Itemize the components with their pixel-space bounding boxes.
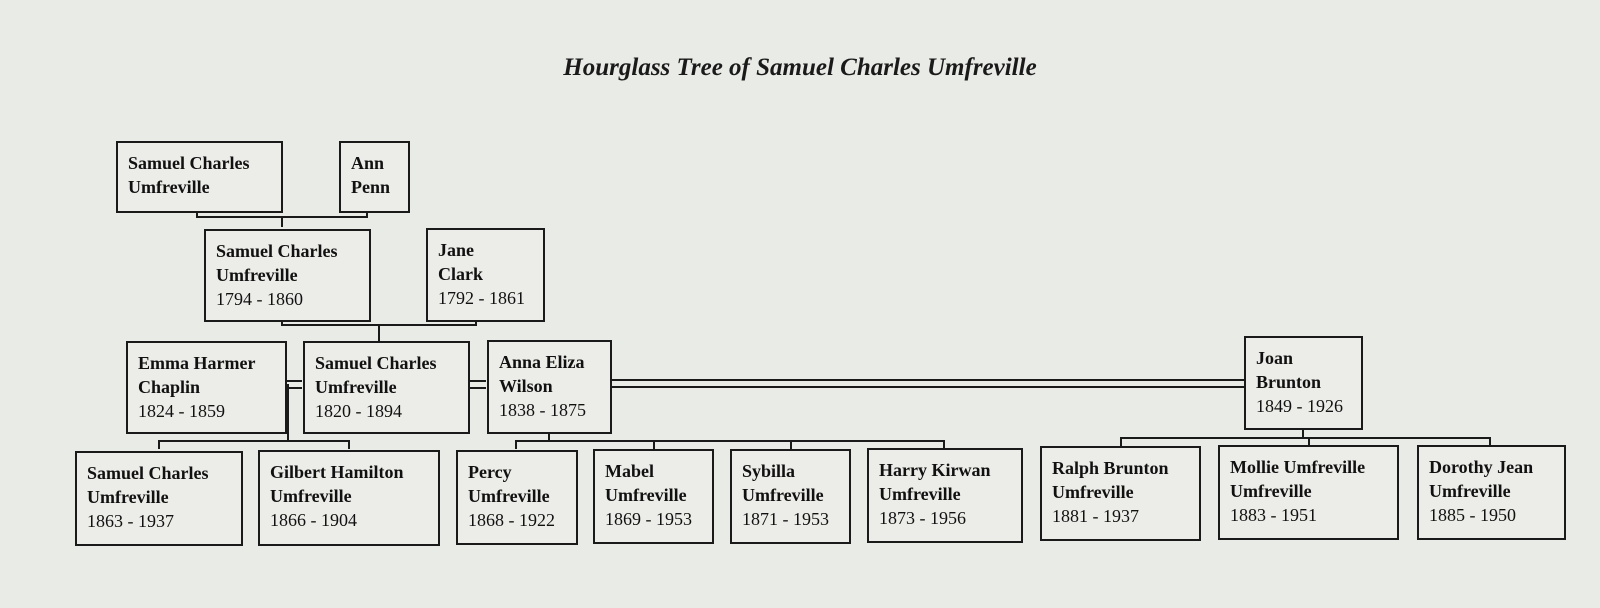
- person-box-child-6: [867, 448, 1023, 543]
- person-box-child-5: [730, 449, 851, 544]
- person-dates: 1881 - 1937: [1052, 506, 1139, 526]
- person-name: Mabel Umfreville: [605, 461, 687, 505]
- person-box-wife1: [126, 341, 287, 434]
- person-dates: 1824 - 1859: [138, 401, 225, 421]
- person-name: Percy Umfreville: [468, 462, 550, 506]
- person-dates: 1863 - 1937: [87, 511, 174, 531]
- diagram-title: Hourglass Tree of Samuel Charles Umfreville: [563, 54, 1037, 81]
- person-box-child-9: [1417, 445, 1566, 540]
- person-box-wife3: [1244, 336, 1363, 430]
- person-dates: 1869 - 1953: [605, 509, 692, 529]
- person-dates: 1885 - 1950: [1429, 505, 1516, 525]
- person-name: Sybilla Umfreville: [742, 461, 824, 505]
- person-dates: 1838 - 1875: [499, 400, 586, 420]
- person-dates: 1868 - 1922: [468, 510, 555, 530]
- person-name: Samuel Charles Umfreville: [87, 463, 209, 507]
- person-name: Dorothy Jean Umfreville: [1429, 457, 1534, 501]
- person-box-child-2: [258, 450, 440, 546]
- person-box-g-father: [204, 229, 371, 322]
- person-dates: 1849 - 1926: [1256, 396, 1343, 416]
- connector-wife1-children-bar: [159, 441, 349, 449]
- person-name: Samuel Charles Umfreville: [315, 353, 437, 397]
- person-box-child-1: [75, 451, 243, 546]
- person-box-gg-father: [116, 141, 283, 213]
- person-name: Samuel Charles Umfreville: [216, 241, 338, 285]
- person-name: Anna Eliza Wilson: [499, 352, 585, 396]
- person-dates: 1820 - 1894: [315, 401, 402, 421]
- person-box-wife2: [487, 340, 612, 434]
- person-box-child-4: [593, 449, 714, 544]
- person-dates: 1794 - 1860: [216, 289, 303, 309]
- person-name: Jane Clark: [438, 240, 483, 284]
- person-name: Samuel Charles Umfreville: [128, 153, 250, 197]
- person-dates: 1873 - 1956: [879, 508, 966, 528]
- person-box-child-7: [1040, 446, 1201, 541]
- person-box-child-8: [1218, 445, 1399, 540]
- person-name: Joan Brunton: [1256, 348, 1322, 392]
- person-name: Harry Kirwan Umfreville: [879, 460, 991, 504]
- person-dates: 1871 - 1953: [742, 509, 829, 529]
- person-dates: 1883 - 1951: [1230, 505, 1317, 525]
- person-name: Emma Harmer Chaplin: [138, 353, 256, 397]
- person-box-gg-mother: [339, 141, 410, 213]
- person-name: Gilbert Hamilton Umfreville: [270, 462, 404, 506]
- person-dates: 1792 - 1861: [438, 288, 525, 308]
- person-name: Mollie Umfreville Umfreville: [1230, 457, 1366, 501]
- person-box-subject: [303, 341, 470, 434]
- person-box-g-mother: [426, 228, 545, 322]
- person-name: Ann Penn: [351, 153, 391, 197]
- person-dates: 1866 - 1904: [270, 510, 357, 530]
- person-name: Ralph Brunton Umfreville: [1052, 458, 1169, 502]
- person-box-child-3: [456, 450, 578, 545]
